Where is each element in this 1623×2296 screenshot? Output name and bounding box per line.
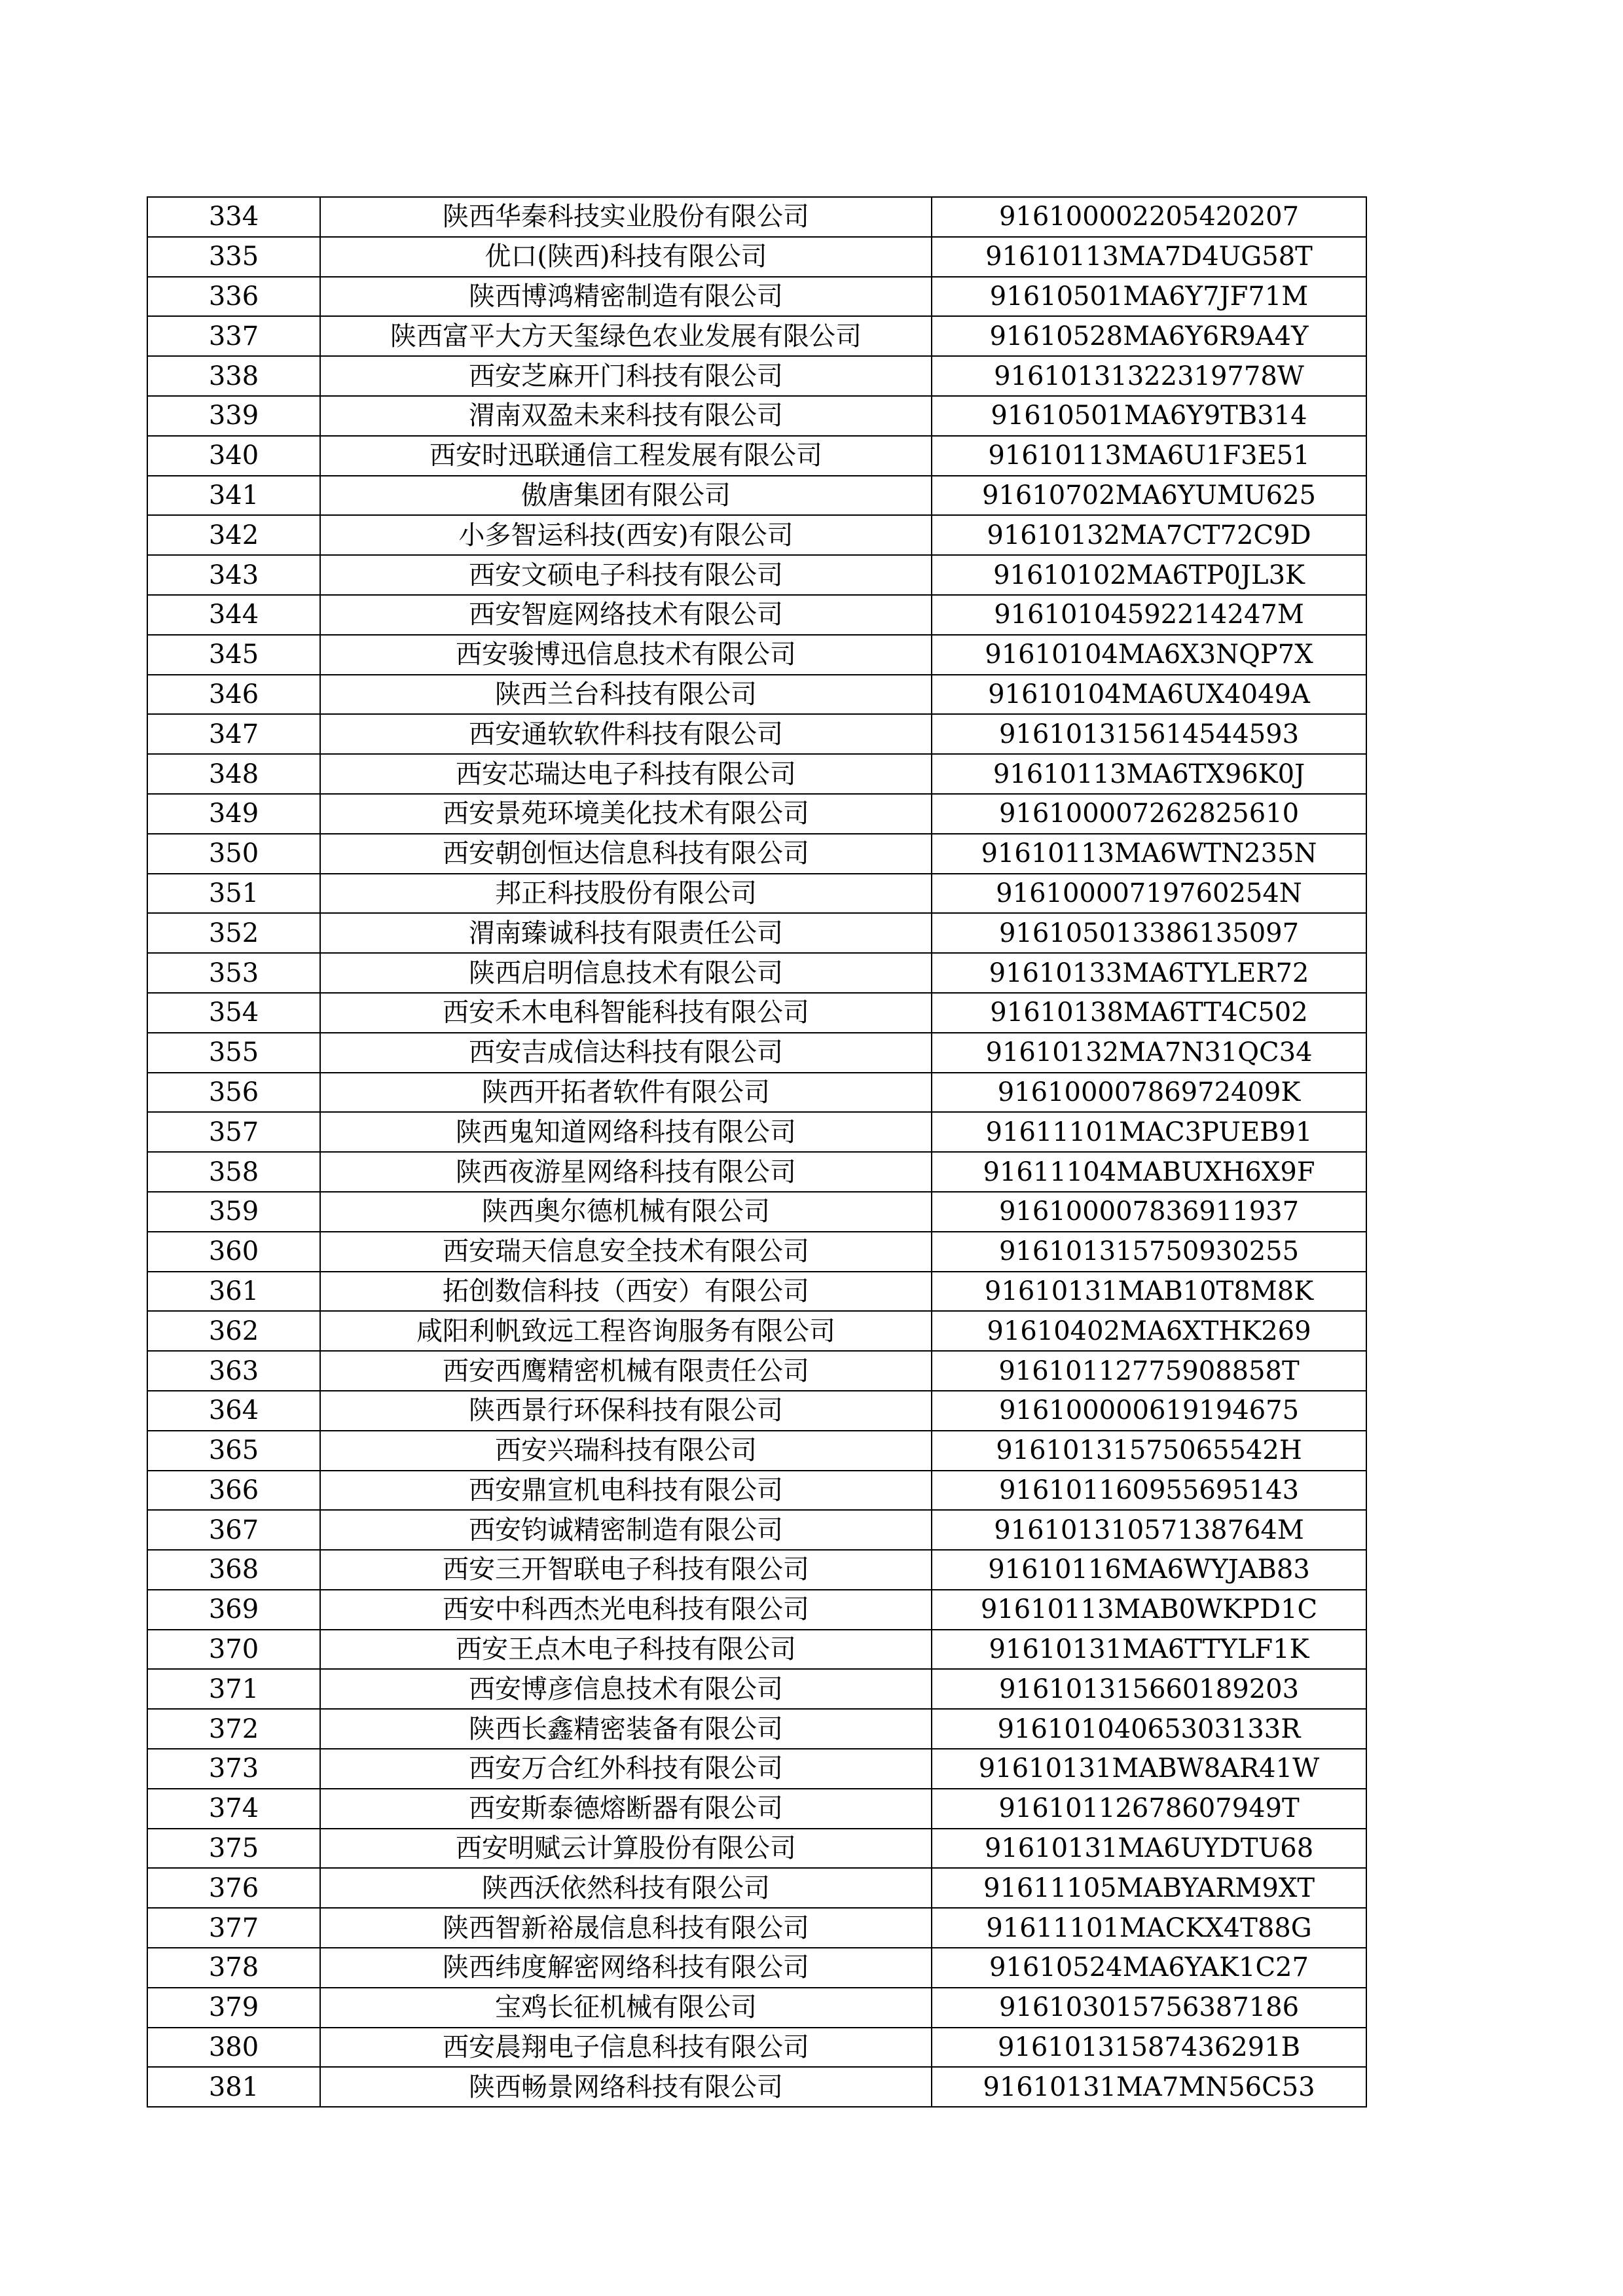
row-number-cell: 357 (147, 1112, 320, 1152)
credit-code-cell: 91611101MAC3PUEB91 (932, 1112, 1366, 1152)
row-number-cell: 368 (147, 1550, 320, 1590)
company-name-cell: 西安时迅联通信工程发展有限公司 (320, 436, 932, 476)
table-row (147, 316, 1366, 356)
row-number-cell: 377 (147, 1908, 320, 1948)
row-number-cell: 347 (147, 714, 320, 754)
company-name-cell: 西安瑞天信息安全技术有限公司 (320, 1232, 932, 1272)
company-name-cell: 拓创数信科技（西安）有限公司 (320, 1272, 932, 1312)
row-number-cell: 344 (147, 595, 320, 635)
credit-code-cell: 91610133MA6TYLER72 (932, 953, 1366, 993)
table-row (147, 277, 1366, 317)
company-name-cell: 陕西华秦科技实业股份有限公司 (320, 197, 932, 237)
row-number-cell: 343 (147, 555, 320, 595)
credit-code-cell: 91610113MA6TX96K0J (932, 754, 1366, 794)
credit-code-cell: 91611105MABYARM9XT (932, 1868, 1366, 1908)
table-row (147, 356, 1366, 396)
credit-code-cell: 91610528MA6Y6R9A4Y (932, 316, 1366, 356)
company-name-cell: 陕西沃依然科技有限公司 (320, 1868, 932, 1908)
company-name-cell: 陕西博鸿精密制造有限公司 (320, 277, 932, 317)
row-number-cell: 360 (147, 1232, 320, 1272)
credit-code-cell: 91610113MA6WTN235N (932, 834, 1366, 874)
row-number-cell: 353 (147, 953, 320, 993)
row-number-cell: 342 (147, 515, 320, 555)
credit-code-cell: 91610113MA6U1F3E51 (932, 436, 1366, 476)
table-row (147, 675, 1366, 715)
table-row (147, 1311, 1366, 1351)
company-name-cell: 西安文硕电子科技有限公司 (320, 555, 932, 595)
row-number-cell: 355 (147, 1033, 320, 1073)
credit-code-cell: 91610501MA6Y9TB314 (932, 396, 1366, 436)
company-list-table (147, 196, 1367, 2108)
company-name-cell: 陕西鬼知道网络科技有限公司 (320, 1112, 932, 1152)
company-name-cell: 陕西兰台科技有限公司 (320, 675, 932, 715)
table-row (147, 1471, 1366, 1511)
credit-code-cell: 91610138MA6TT4C502 (932, 993, 1366, 1033)
row-number-cell: 352 (147, 913, 320, 953)
credit-code-cell: 91610131MAB10T8M8K (932, 1272, 1366, 1312)
company-name-cell: 傲唐集团有限公司 (320, 476, 932, 516)
row-number-cell: 375 (147, 1829, 320, 1869)
row-number-cell: 338 (147, 356, 320, 396)
table-row (147, 436, 1366, 476)
credit-code-cell: 91611104MABUXH6X9F (932, 1152, 1366, 1192)
company-name-cell: 西安朝创恒达信息科技有限公司 (320, 834, 932, 874)
row-number-cell: 356 (147, 1073, 320, 1113)
row-number-cell: 365 (147, 1431, 320, 1471)
table-row (147, 874, 1366, 914)
row-number-cell: 351 (147, 874, 320, 914)
row-number-cell: 340 (147, 436, 320, 476)
row-number-cell: 336 (147, 277, 320, 317)
row-number-cell: 346 (147, 675, 320, 715)
credit-code-cell: 91610131057138764M (932, 1510, 1366, 1550)
table-row (147, 197, 1366, 237)
credit-code-cell: 91610113MA7D4UG58T (932, 237, 1366, 277)
credit-code-cell: 91610131587436291B (932, 2028, 1366, 2068)
row-number-cell: 381 (147, 2067, 320, 2107)
credit-code-cell: 916103015756387186 (932, 1988, 1366, 2028)
credit-code-cell: 916101315614544593 (932, 714, 1366, 754)
row-number-cell: 354 (147, 993, 320, 1033)
table-row (147, 1749, 1366, 1789)
table-row (147, 635, 1366, 675)
row-number-cell: 371 (147, 1669, 320, 1709)
table-row (147, 1669, 1366, 1709)
row-number-cell: 378 (147, 1948, 320, 1988)
company-name-cell: 西安中科西杰光电科技有限公司 (320, 1590, 932, 1630)
table-row (147, 476, 1366, 516)
credit-code-cell: 916100000619194675 (932, 1391, 1366, 1431)
row-number-cell: 363 (147, 1351, 320, 1391)
row-number-cell: 380 (147, 2028, 320, 2068)
credit-code-cell: 916101315750930255 (932, 1232, 1366, 1272)
company-name-cell: 陕西畅景网络科技有限公司 (320, 2067, 932, 2107)
table-row (147, 515, 1366, 555)
company-name-cell: 西安西鹰精密机械有限责任公司 (320, 1351, 932, 1391)
table-row (147, 913, 1366, 953)
table-row (147, 1948, 1366, 1988)
company-name-cell: 陕西开拓者软件有限公司 (320, 1073, 932, 1113)
row-number-cell: 366 (147, 1471, 320, 1511)
company-name-cell: 西安斯泰德熔断器有限公司 (320, 1789, 932, 1829)
company-name-cell: 邦正科技股份有限公司 (320, 874, 932, 914)
company-name-cell: 西安芯瑞达电子科技有限公司 (320, 754, 932, 794)
credit-code-cell: 91610104592214247M (932, 595, 1366, 635)
table-row (147, 237, 1366, 277)
company-name-cell: 陕西景行环保科技有限公司 (320, 1391, 932, 1431)
company-name-cell: 西安景苑环境美化技术有限公司 (320, 794, 932, 834)
row-number-cell: 349 (147, 794, 320, 834)
credit-code-cell: 916101160955695143 (932, 1471, 1366, 1511)
table-row (147, 1789, 1366, 1829)
company-name-cell: 西安晨翔电子信息科技有限公司 (320, 2028, 932, 2068)
table-row (147, 555, 1366, 595)
credit-code-cell: 91610131575065542H (932, 1431, 1366, 1471)
credit-code-cell: 91610104065303133R (932, 1709, 1366, 1749)
table-row (147, 1272, 1366, 1312)
credit-code-cell: 91610131MA6UYDTU68 (932, 1829, 1366, 1869)
table-row (147, 1391, 1366, 1431)
company-name-cell: 陕西纬度解密网络科技有限公司 (320, 1948, 932, 1988)
row-number-cell: 379 (147, 1988, 320, 2028)
row-number-cell: 369 (147, 1590, 320, 1630)
credit-code-cell: 91610112678607949T (932, 1789, 1366, 1829)
table-row (147, 2028, 1366, 2068)
row-number-cell: 337 (147, 316, 320, 356)
credit-code-cell: 916105013386135097 (932, 913, 1366, 953)
table-row (147, 1988, 1366, 2028)
credit-code-cell: 91610000786972409K (932, 1073, 1366, 1113)
row-number-cell: 350 (147, 834, 320, 874)
company-name-cell: 西安鼎宣机电科技有限公司 (320, 1471, 932, 1511)
row-number-cell: 362 (147, 1311, 320, 1351)
table-row (147, 754, 1366, 794)
table-row (147, 714, 1366, 754)
company-name-cell: 西安三开智联电子科技有限公司 (320, 1550, 932, 1590)
row-number-cell: 359 (147, 1192, 320, 1232)
credit-code-cell: 916100007262825610 (932, 794, 1366, 834)
company-name-cell: 咸阳利帆致远工程咨询服务有限公司 (320, 1311, 932, 1351)
row-number-cell: 374 (147, 1789, 320, 1829)
company-name-cell: 西安钧诚精密制造有限公司 (320, 1510, 932, 1550)
credit-code-cell: 91610702MA6YUMU625 (932, 476, 1366, 516)
company-name-cell: 西安智庭网络技术有限公司 (320, 595, 932, 635)
credit-code-cell: 91610524MA6YAK1C27 (932, 1948, 1366, 1988)
table-row (147, 1192, 1366, 1232)
company-name-cell: 陕西启明信息技术有限公司 (320, 953, 932, 993)
table-row (147, 1590, 1366, 1630)
row-number-cell: 372 (147, 1709, 320, 1749)
row-number-cell: 345 (147, 635, 320, 675)
credit-code-cell: 91611101MACKX4T88G (932, 1908, 1366, 1948)
company-name-cell: 西安通软软件科技有限公司 (320, 714, 932, 754)
row-number-cell: 348 (147, 754, 320, 794)
company-name-cell: 西安禾木电科智能科技有限公司 (320, 993, 932, 1033)
credit-code-cell: 91610104MA6UX4049A (932, 675, 1366, 715)
company-name-cell: 陕西富平大方天玺绿色农业发展有限公司 (320, 316, 932, 356)
credit-code-cell: 91610402MA6XTHK269 (932, 1311, 1366, 1351)
row-number-cell: 335 (147, 237, 320, 277)
table-row (147, 1152, 1366, 1192)
credit-code-cell: 91610113MAB0WKPD1C (932, 1590, 1366, 1630)
credit-code-cell: 91610102MA6TP0JL3K (932, 555, 1366, 595)
row-number-cell: 341 (147, 476, 320, 516)
credit-code-cell: 916101315660189203 (932, 1669, 1366, 1709)
credit-code-cell: 91610132MA7N31QC34 (932, 1033, 1366, 1073)
credit-code-cell: 91610112775908858T (932, 1351, 1366, 1391)
company-name-cell: 渭南双盈未来科技有限公司 (320, 396, 932, 436)
company-name-cell: 西安博彦信息技术有限公司 (320, 1669, 932, 1709)
row-number-cell: 358 (147, 1152, 320, 1192)
table-row (147, 1351, 1366, 1391)
table-row (147, 1073, 1366, 1113)
credit-code-cell: 91610104MA6X3NQP7X (932, 635, 1366, 675)
company-name-cell: 陕西智新裕晟信息科技有限公司 (320, 1908, 932, 1948)
table-row (147, 1908, 1366, 1948)
company-name-cell: 陕西奥尔德机械有限公司 (320, 1192, 932, 1232)
table-row (147, 2067, 1366, 2107)
company-name-cell: 西安芝麻开门科技有限公司 (320, 356, 932, 396)
credit-code-cell: 91610131MABW8AR41W (932, 1749, 1366, 1789)
credit-code-cell: 91610131MA6TTYLF1K (932, 1630, 1366, 1670)
row-number-cell: 361 (147, 1272, 320, 1312)
company-name-cell: 优口(陕西)科技有限公司 (320, 237, 932, 277)
table-row (147, 1868, 1366, 1908)
row-number-cell: 339 (147, 396, 320, 436)
company-name-cell: 陕西夜游星网络科技有限公司 (320, 1152, 932, 1192)
company-name-cell: 西安明赋云计算股份有限公司 (320, 1829, 932, 1869)
credit-code-cell: 91610132MA7CT72C9D (932, 515, 1366, 555)
credit-code-cell: 916100002205420207 (932, 197, 1366, 237)
table-row (147, 1709, 1366, 1749)
credit-code-cell: 91610116MA6WYJAB83 (932, 1550, 1366, 1590)
credit-code-cell: 91610131322319778W (932, 356, 1366, 396)
table-row (147, 595, 1366, 635)
table-row (147, 993, 1366, 1033)
table-row (147, 1232, 1366, 1272)
table-row (147, 834, 1366, 874)
credit-code-cell: 91610501MA6Y7JF71M (932, 277, 1366, 317)
table-row (147, 1112, 1366, 1152)
table-body (147, 197, 1366, 2107)
company-name-cell: 西安王点木电子科技有限公司 (320, 1630, 932, 1670)
table-row (147, 794, 1366, 834)
table-row (147, 396, 1366, 436)
table-row (147, 1431, 1366, 1471)
table-row (147, 1510, 1366, 1550)
row-number-cell: 376 (147, 1868, 320, 1908)
table-row (147, 953, 1366, 993)
company-name-cell: 小多智运科技(西安)有限公司 (320, 515, 932, 555)
table-row (147, 1033, 1366, 1073)
row-number-cell: 364 (147, 1391, 320, 1431)
row-number-cell: 373 (147, 1749, 320, 1789)
table-row (147, 1630, 1366, 1670)
credit-code-cell: 91610131MA7MN56C53 (932, 2067, 1366, 2107)
row-number-cell: 370 (147, 1630, 320, 1670)
table-row (147, 1829, 1366, 1869)
company-name-cell: 西安兴瑞科技有限公司 (320, 1431, 932, 1471)
credit-code-cell: 91610000719760254N (932, 874, 1366, 914)
company-name-cell: 西安吉成信达科技有限公司 (320, 1033, 932, 1073)
company-name-cell: 宝鸡长征机械有限公司 (320, 1988, 932, 2028)
table-row (147, 1550, 1366, 1590)
company-name-cell: 陕西长鑫精密装备有限公司 (320, 1709, 932, 1749)
company-name-cell: 西安骏博迅信息技术有限公司 (320, 635, 932, 675)
row-number-cell: 367 (147, 1510, 320, 1550)
company-name-cell: 西安万合红外科技有限公司 (320, 1749, 932, 1789)
company-name-cell: 渭南臻诚科技有限责任公司 (320, 913, 932, 953)
credit-code-cell: 916100007836911937 (932, 1192, 1366, 1232)
row-number-cell: 334 (147, 197, 320, 237)
